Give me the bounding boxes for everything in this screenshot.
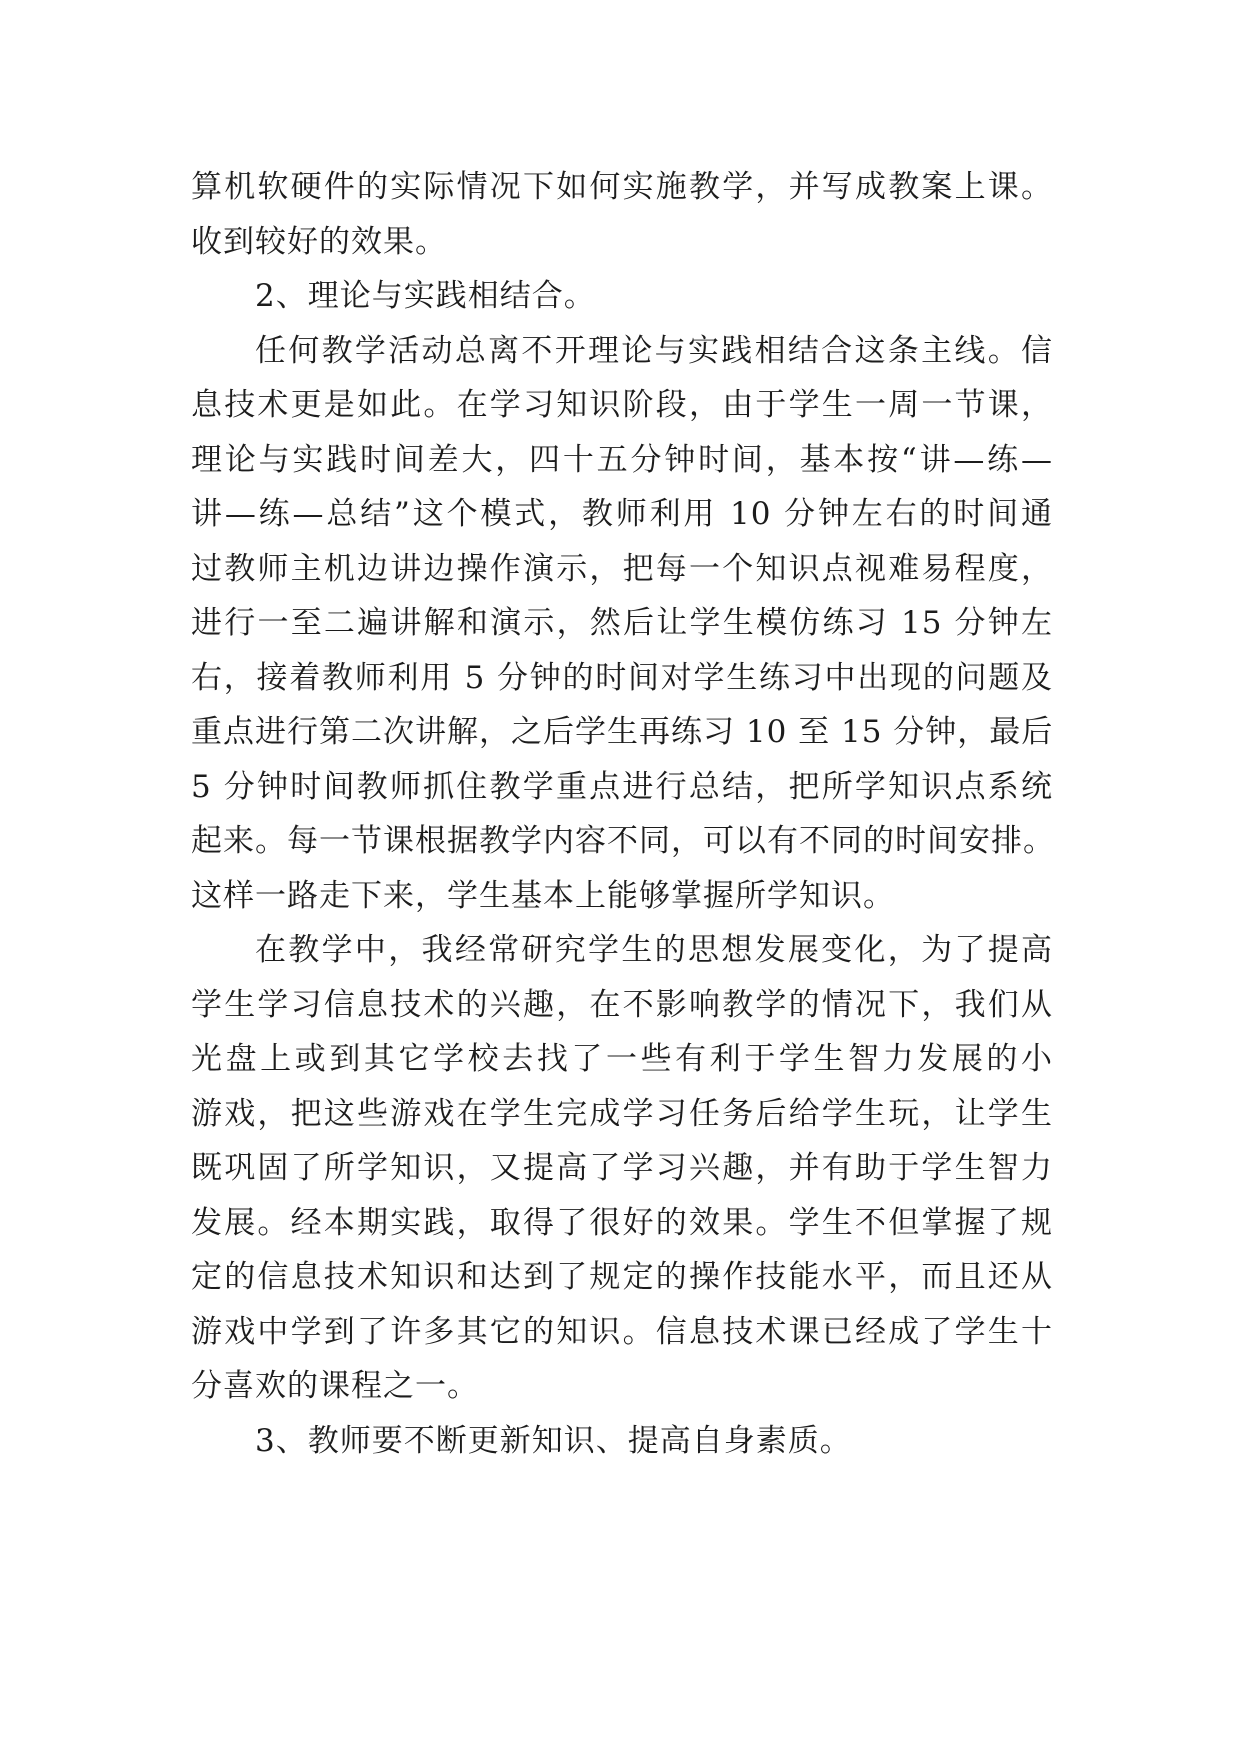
text-line: 3、教师要不断更新知识、提高自身素质。 [255, 1422, 852, 1459]
body-text [191, 160, 1053, 1468]
text-line: 发展。经本期实践，取得了很好的效果。学生不但掌握了规 [191, 1204, 1053, 1241]
text-line: 进行一至二遍讲解和演示，然后让学生模仿练习 15 分钟左 [191, 605, 1053, 641]
text-line: 讲—练—总结”这个模式，教师利用 10 分钟左右的时间通 [191, 496, 1053, 532]
text-line: 重点进行第二次讲解，之后学生再练习 10 至 15 分钟，最后 [191, 714, 1054, 750]
text-line: 算机软硬件的实际情况下如何实施教学，并写成教案上课。 [191, 169, 1053, 205]
text-line: 定的信息技术知识和达到了规定的操作技能水平，而且还从 [191, 1259, 1053, 1295]
text-line: 起来。每一节课根据教学内容不同，可以有不同的时间安排。 [191, 823, 1055, 859]
text-line: 学生学习信息技术的兴趣，在不影响教学的情况下，我们从 [191, 986, 1053, 1023]
text-line: 5 分钟时间教师抓住教学重点进行总结，把所学知识点系统 [191, 768, 1053, 805]
text-line: 在教学中，我经常研究学生的思想发展变化，为了提高 [255, 932, 1053, 968]
text-line: 收到较好的效果。 [191, 223, 447, 260]
text-line: 分喜欢的课程之一。 [191, 1368, 479, 1404]
text-line: 游戏，把这些游戏在学生完成学习任务后给学生玩，让学生 [191, 1095, 1053, 1132]
text-line: 游戏中学到了许多其它的知识。信息技术课已经成了学生十 [191, 1313, 1053, 1350]
text-line: 息技术更是如此。在学习知识阶段，由于学生一周一节课， [191, 387, 1053, 423]
text-line: 理论与实践时间差大，四十五分钟时间，基本按“讲—练— [191, 441, 1053, 478]
text-line: 2、理论与实践相结合。 [255, 278, 596, 314]
text-line: 任何教学活动总离不开理论与实践相结合这条主线。信 [255, 332, 1053, 369]
text-line: 过教师主机边讲边操作演示，把每一个知识点视难易程度， [191, 550, 1053, 587]
text-line: 光盘上或到其它学校去找了一些有利于学生智力发展的小 [191, 1041, 1053, 1077]
text-line: 右，接着教师利用 5 分钟的时间对学生练习中出现的问题及 [191, 659, 1053, 696]
text-line: 既巩固了所学知识，又提高了学习兴趣，并有助于学生智力 [191, 1150, 1053, 1186]
text-line: 这样一路走下来，学生基本上能够掌握所学知识。 [191, 877, 895, 914]
